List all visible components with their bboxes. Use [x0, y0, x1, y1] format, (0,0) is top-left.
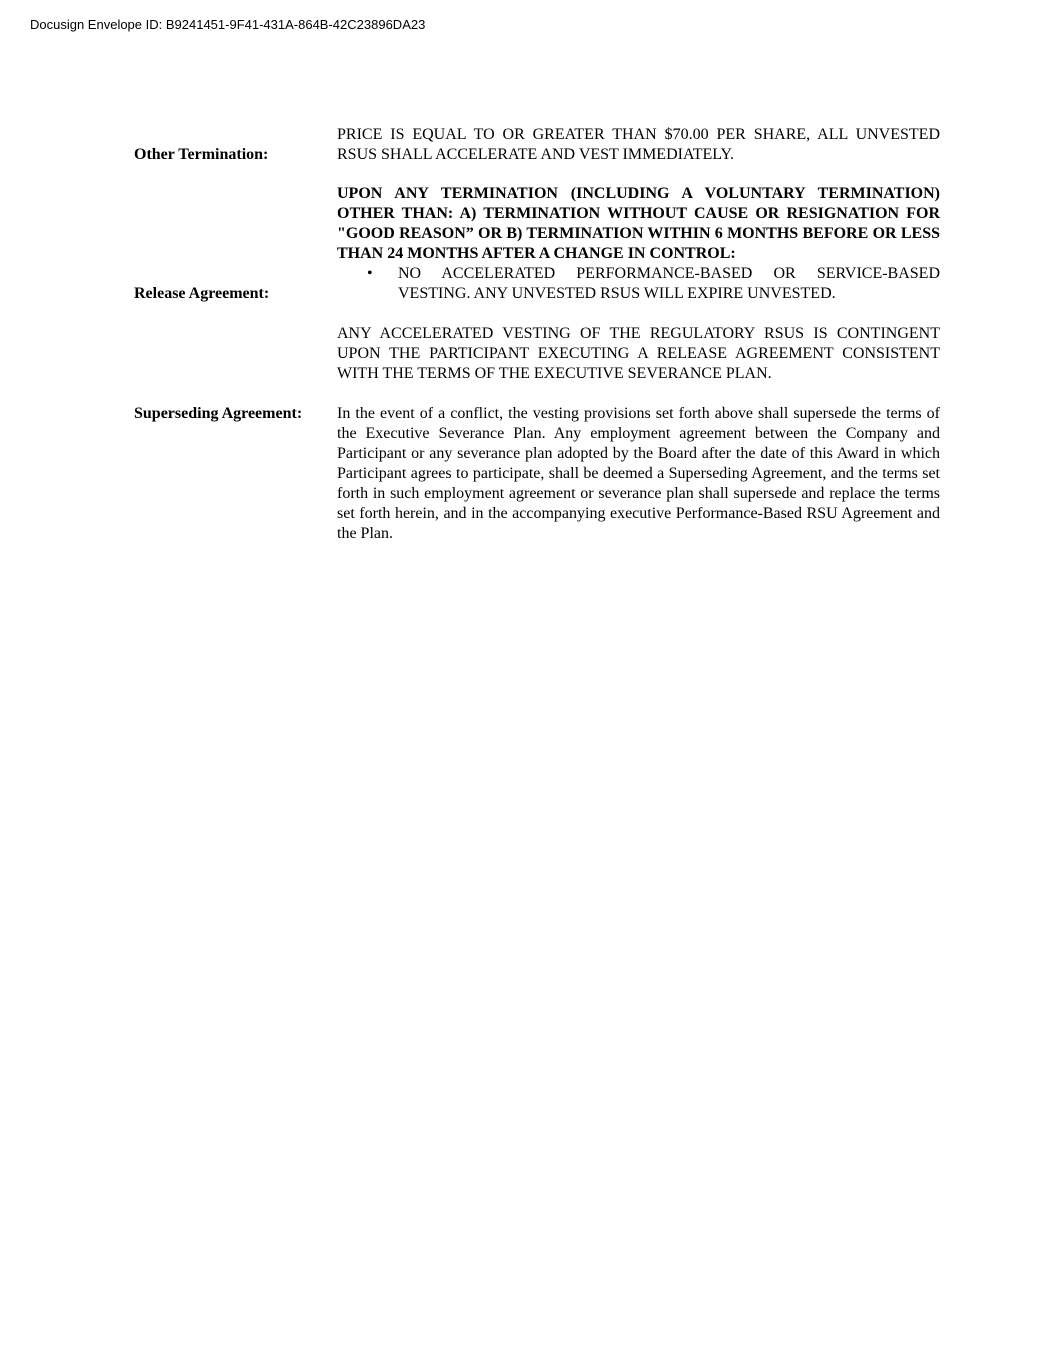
release-agreement-heading-block — [337, 184, 940, 304]
bullet-icon: • — [367, 265, 373, 282]
release-agreement-bullet-item — [337, 264, 940, 304]
envelope-id: Docusign Envelope ID: B9241451-9F41-431A-864B-42C23896DA23 — [30, 17, 426, 32]
other-termination-paragraph: PRICE IS EQUAL TO OR GREATER THAN $70.00 PER SHARE, ALL UNVESTED RSUS SHALL ACCELERATE AND VEST IMMEDIATELY. — [337, 126, 940, 163]
superseding-agreement-text-block — [337, 404, 940, 544]
superseding-agreement-label: Superseding Agreement: — [134, 405, 303, 422]
other-termination-label: Other Termination: — [134, 146, 269, 163]
release-agreement-text-block — [337, 324, 940, 384]
superseding-agreement-paragraph: In the event of a conflict, the vesting provisions set forth above shall supersede the terms of the Executive Severance Plan. Any employment agreement between the Company and Participant or any severance plan adopted by the Board after the date of this Award in which Participant agrees to participate, shall be deemed a Superseding Agreement, and the terms set forth in such employment agreement or severance plan shall supersede and replace the terms set forth herein, and in the accompanying executive Performance-Based RSU Agreement and the Plan. — [337, 405, 940, 542]
release-agreement-heading: UPON ANY TERMINATION (INCLUDING A VOLUNTARY TERMINATION) OTHER THAN: A) TERMINATION WITHOUT CAUSE OR RESIGNATION FOR "GOOD REASON” OR B) TERMINATION WITHIN 6 MONTHS BEFORE OR LESS THAN 24 MONTHS AFTER A CHANGE IN CONTROL: — [337, 185, 940, 262]
release-agreement-paragraph: ANY ACCELERATED VESTING OF THE REGULATORY RSUS IS CONTINGENT UPON THE PARTICIPANT EXECUTING A RELEASE AGREEMENT CONSISTENT WITH THE TERMS OF THE EXECUTIVE SEVERANCE PLAN. — [337, 325, 940, 382]
release-agreement-bullet-text: NO ACCELERATED PERFORMANCE-BASED OR SERVICE-BASED VESTING. ANY UNVESTED RSUS WILL EXPIRE UNVESTED. — [398, 265, 940, 302]
other-termination-text — [337, 125, 940, 165]
release-agreement-label: Release Agreement: — [134, 285, 270, 302]
